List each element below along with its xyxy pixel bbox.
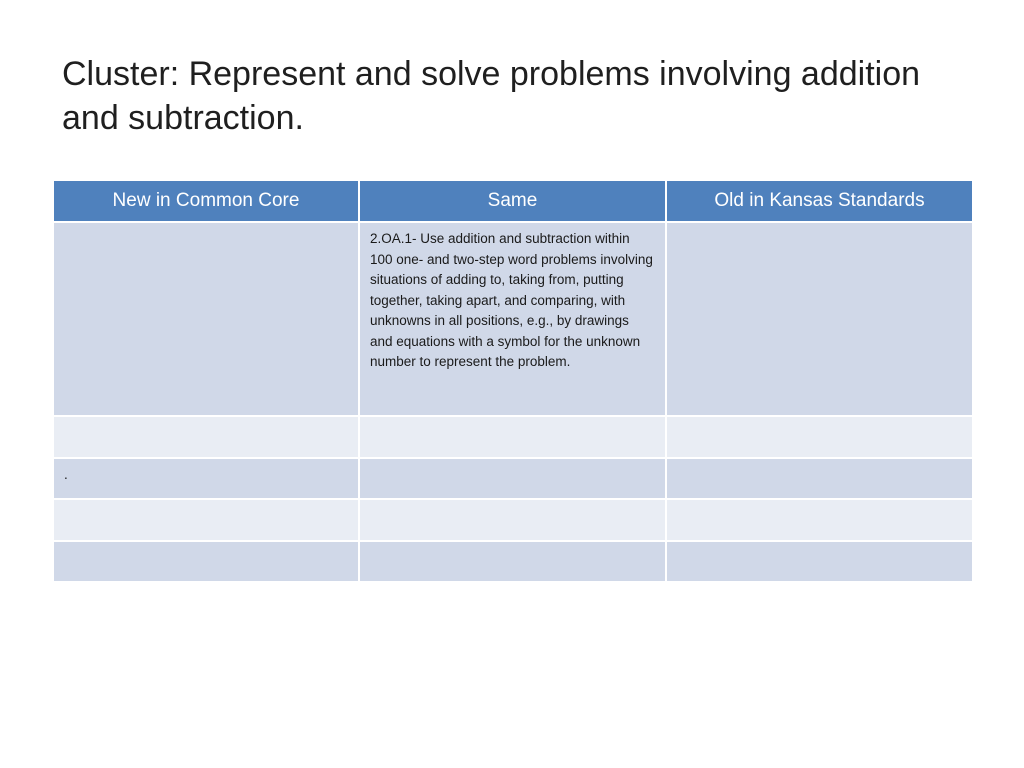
table-cell — [666, 541, 973, 582]
slide-title: Cluster: Represent and solve problems involving addition and subtraction. — [62, 55, 921, 137]
table-row — [53, 416, 973, 458]
table-cell — [53, 499, 359, 541]
table-header-row — [53, 180, 973, 222]
table-cell: 2.OA.1- Use addition and subtraction within 100 one- and two-step word problems involving situations of adding to, taking from, putting together, taking apart, and comparing, with unknowns in all positions, e.g., by drawings and equations with a symbol for the unknown number to represent the problem. — [359, 222, 666, 416]
table-row — [53, 541, 973, 582]
header-new-in-common-core: New in Common Core — [53, 180, 359, 222]
header-old-in-kansas-standards: Old in Kansas Standards — [666, 180, 973, 222]
table-row — [53, 222, 973, 416]
table-row — [53, 458, 973, 499]
table-cell — [666, 222, 973, 416]
table-cell — [666, 458, 973, 499]
table-cell — [359, 416, 666, 458]
table-cell — [359, 458, 666, 499]
table-cell — [666, 416, 973, 458]
table-cell: . — [53, 458, 359, 499]
table-cell — [666, 499, 973, 541]
table-cell — [53, 222, 359, 416]
standards-table-container — [52, 179, 972, 583]
table-cell — [53, 416, 359, 458]
table-cell — [359, 499, 666, 541]
header-same: Same — [359, 180, 666, 222]
table-row — [53, 499, 973, 541]
table-cell — [53, 541, 359, 582]
standards-table — [52, 179, 974, 583]
table-cell — [359, 541, 666, 582]
